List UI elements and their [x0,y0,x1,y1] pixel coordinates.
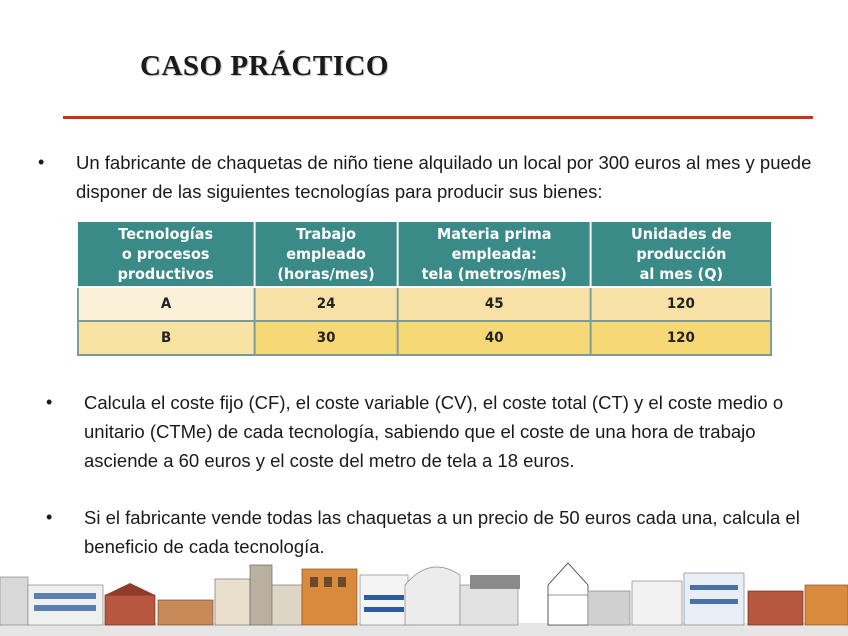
header-labor: Trabajo empleado (horas/mes) [254,222,398,287]
cell-material: 40 [398,321,591,355]
cell-material: 45 [398,287,591,321]
table-row [78,287,771,321]
cell-technology: B [78,321,254,355]
cell-labor: 30 [254,321,398,355]
bullet-task-profit [46,503,829,561]
table-row [78,321,771,355]
slide-title: CASO PRÁCTICO [140,50,389,82]
city-skyline-illustration [0,555,848,636]
bullet-dot-icon: • [38,152,45,172]
cell-units: 120 [591,287,771,321]
bullet-task-costs [46,388,824,475]
intro-text: Un fabricante de chaquetas de niño tiene alquilado un local por 300 euros al mes y puede disponer de las siguientes tecnologías para producir sus bienes: [76,152,812,202]
cell-labor: 24 [254,287,398,321]
bullet-dot-icon: • [46,507,53,527]
cell-units: 120 [591,321,771,355]
header-production-units: Unidades de producción al mes (Q) [591,222,771,287]
header-raw-material: Materia prima empleada: tela (metros/mes) [398,222,591,287]
task2-text: Si el fabricante vende todas las chaquetas a un precio de 50 euros cada una, calcula el beneficio de cada tecnología. [84,507,800,557]
task1-text: Calcula el coste fijo (CF), el coste variable (CV), el coste total (CT) y el coste medio o unitario (CTMe) de cada tecnología, sabiendo que el coste de una hora de trabajo asciende a 60 euros y el coste del metro de tela a 18 euros. [84,392,784,471]
table-header-row [78,222,771,287]
cell-technology: A [78,287,254,321]
header-technology: Tecnologías o procesos productivos [78,222,254,287]
technology-table [77,222,772,356]
bullet-dot-icon: • [46,392,53,412]
title-underline [63,116,813,119]
bullet-intro [38,148,821,206]
